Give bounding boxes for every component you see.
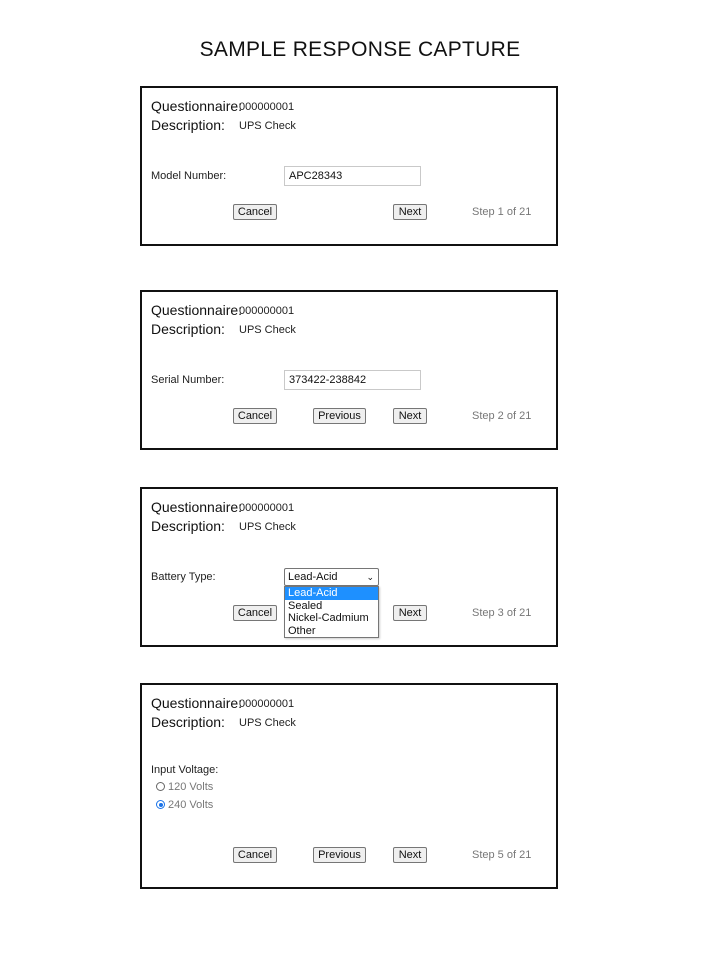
questionnaire-id: 000000001 [239,101,295,113]
step-indicator: Step 5 of 21 [472,849,532,861]
next-button[interactable]: Next [393,847,427,863]
questionnaire-id: 000000001 [239,305,295,317]
step-3-panel [140,487,558,647]
step-2-panel [140,290,558,450]
questionnaire-label: Questionnaire: [151,695,243,711]
chevron-down-icon: ⌄ [366,572,374,582]
model-number-label: Model Number: [151,170,227,182]
input-voltage-label: Input Voltage: [151,764,219,776]
previous-button[interactable]: Previous [313,408,366,424]
battery-type-selected: Lead-Acid [288,571,338,583]
serial-number-input[interactable] [284,370,421,390]
cancel-button[interactable]: Cancel [233,408,277,424]
next-button[interactable]: Next [393,204,427,220]
radio-label-120: 120 Volts [168,781,214,793]
description-value: UPS Check [239,120,296,132]
questionnaire-id: 000000001 [239,698,295,710]
step-indicator: Step 2 of 21 [472,410,532,422]
description-value: UPS Check [239,324,296,336]
battery-type-label: Battery Type: [151,571,216,583]
option-sealed[interactable]: Sealed [288,599,323,612]
next-button[interactable]: Next [393,408,427,424]
radio-240-volts[interactable] [156,799,213,811]
radio-button-selected[interactable] [156,800,165,809]
step-indicator: Step 3 of 21 [472,607,532,619]
description-label: Description: [151,518,225,534]
option-lead-acid[interactable]: Lead-Acid [285,587,378,600]
model-number-input[interactable] [284,166,421,186]
step-1-panel [140,86,558,246]
step-indicator: Step 1 of 21 [472,206,532,218]
previous-button[interactable]: Previous [313,847,366,863]
battery-type-select[interactable] [284,568,379,586]
description-label: Description: [151,117,225,133]
description-value: UPS Check [239,521,296,533]
next-button[interactable]: Next [393,605,427,621]
cancel-button[interactable]: Cancel [233,847,277,863]
cancel-button[interactable]: Cancel [233,605,277,621]
description-label: Description: [151,321,225,337]
battery-type-dropdown [284,586,379,638]
questionnaire-label: Questionnaire: [151,302,243,318]
cancel-button[interactable]: Cancel [233,204,277,220]
step-5-panel [140,683,558,889]
questionnaire-label: Questionnaire: [151,98,243,114]
page-title: SAMPLE RESPONSE CAPTURE [199,38,521,61]
option-other[interactable]: Other [288,624,316,637]
questionnaire-label: Questionnaire: [151,499,243,515]
serial-number-label: Serial Number: [151,374,225,386]
radio-button[interactable] [156,782,165,791]
radio-120-volts[interactable] [156,781,213,793]
questionnaire-id: 000000001 [239,502,295,514]
radio-label-240: 240 Volts [168,799,214,811]
description-value: UPS Check [239,717,296,729]
option-nickel-cadmium[interactable]: Nickel-Cadmium [288,612,369,624]
description-label: Description: [151,714,225,730]
